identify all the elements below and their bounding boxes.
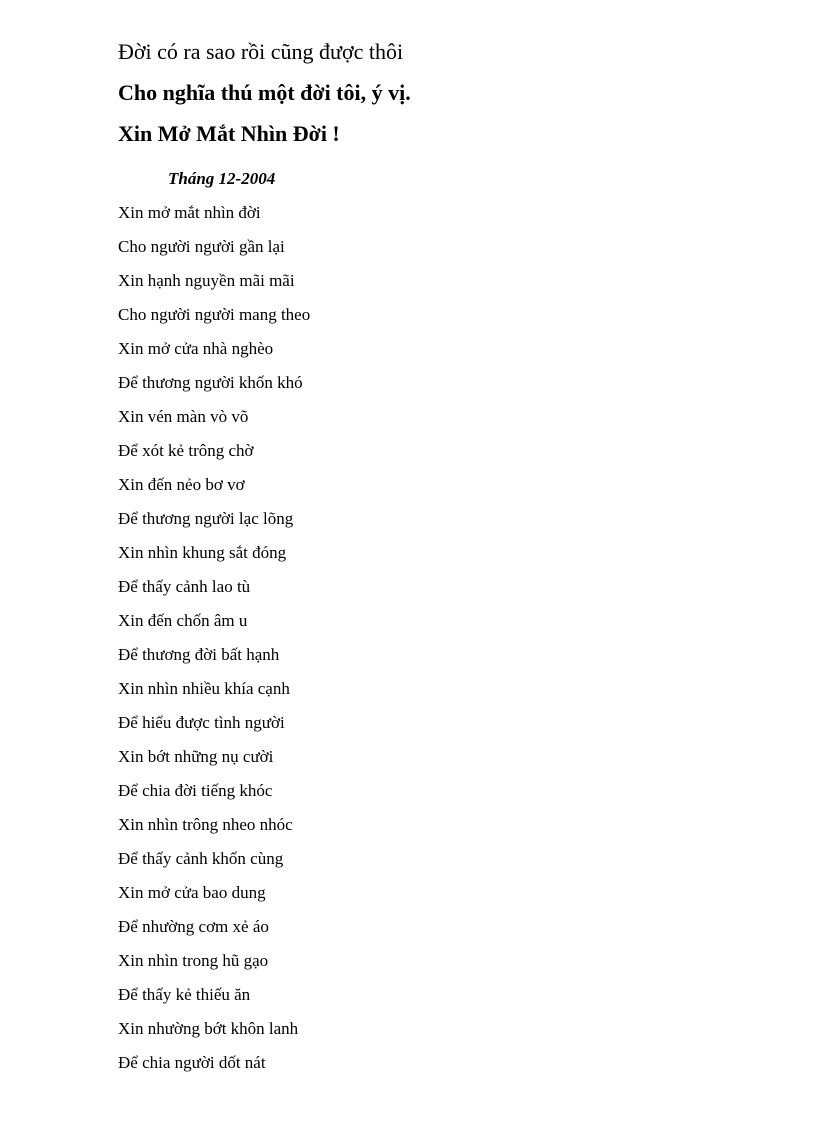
verse-line: Để thấy cảnh khốn cùng [118, 849, 284, 868]
poem-date: Tháng 12-2004 [168, 169, 276, 188]
poem-title: Xin Mở Mắt Nhìn Đời ! [118, 121, 340, 146]
intro-line-2: Cho nghĩa thú một đời tôi, ý vị. [118, 80, 411, 105]
verse-line: Xin nhìn trông nheo nhóc [118, 815, 293, 834]
verse-line: Xin nhìn khung sắt đóng [118, 543, 287, 562]
verse-line: Xin mở cửa nhà nghèo [118, 339, 274, 358]
verse-line: Để thương người lạc lõng [118, 509, 294, 528]
verse-line: Cho người người gần lại [118, 237, 285, 256]
verse-line: Xin vén màn vò võ [118, 407, 249, 426]
verse-line: Để thương đời bất hạnh [118, 645, 280, 664]
verse-line: Để chia người dốt nát [118, 1053, 266, 1072]
verse-line: Xin bớt những nụ cười [118, 747, 274, 766]
intro-line-1: Đời có ra sao rồi cũng được thôi [118, 39, 404, 64]
verse-line: Xin nhìn nhiều khía cạnh [118, 679, 290, 698]
verse-line: Xin mở cửa bao dung [118, 883, 266, 902]
verse-line: Xin đến chốn âm u [118, 611, 248, 630]
verse-line: Để xót kẻ trông chờ [118, 441, 254, 460]
verse-line: Để thấy cảnh lao tù [118, 577, 251, 596]
verse-line: Xin nhìn trong hũ gạo [118, 951, 269, 970]
verse-line: Để hiểu được tình người [118, 713, 285, 732]
poem-verses [118, 201, 310, 1085]
verse-line: Để chia đời tiếng khóc [118, 781, 273, 800]
verse-line: Để thương người khốn khó [118, 373, 303, 392]
verse-line: Xin hạnh nguyền mãi mãi [118, 271, 295, 290]
verse-line: Xin mở mắt nhìn đời [118, 203, 261, 222]
verse-line: Để thấy kẻ thiếu ăn [118, 985, 251, 1004]
verse-line: Cho người người mang theo [118, 305, 311, 324]
verse-line: Xin nhường bớt khôn lanh [118, 1019, 299, 1038]
verse-line: Để nhường cơm xẻ áo [118, 917, 269, 936]
verse-line: Xin đến nẻo bơ vơ [118, 475, 245, 494]
